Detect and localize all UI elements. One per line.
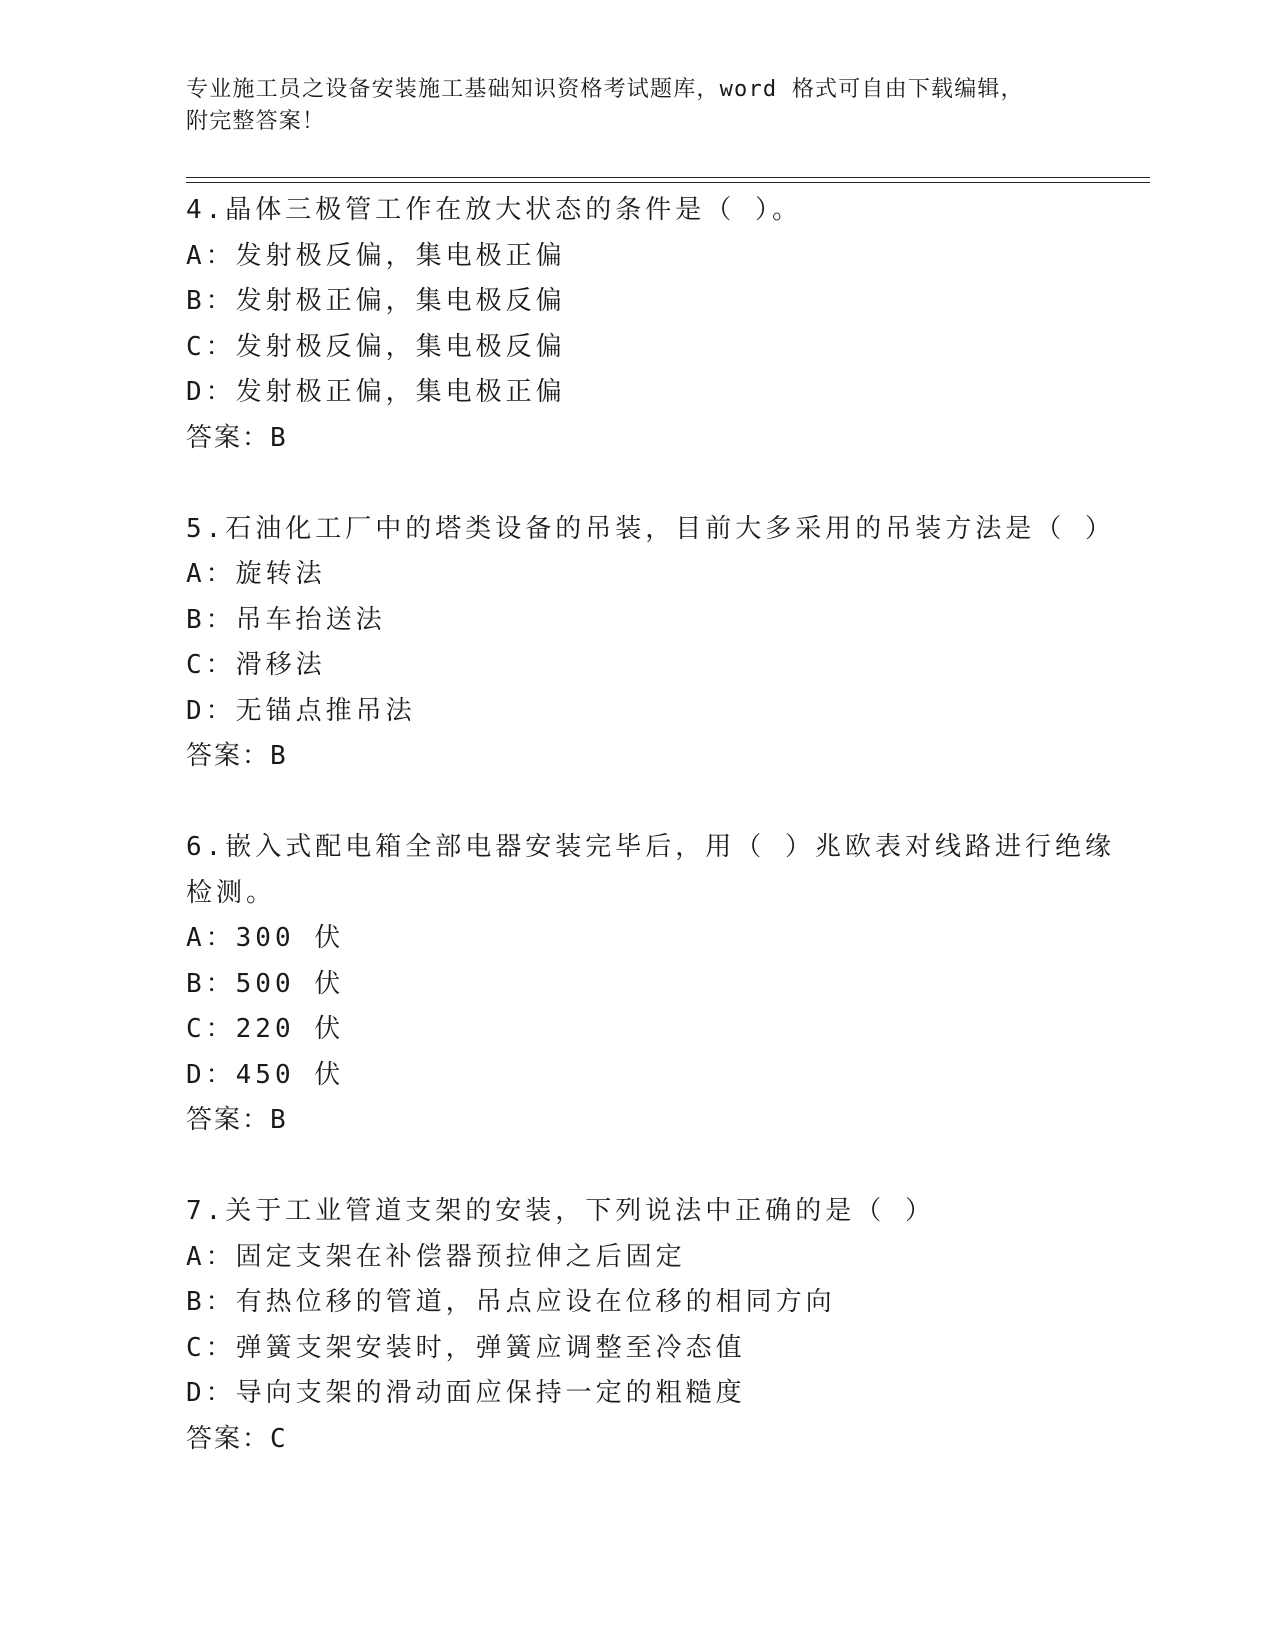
question-item xyxy=(186,188,1086,461)
option-c: C：发射极反偏，集电极反偏 xyxy=(186,331,566,362)
spacer xyxy=(186,1144,1086,1190)
option-d: D：无锚点推吊法 xyxy=(186,695,416,726)
answer-value: B xyxy=(270,422,288,453)
question-stem: 6.嵌入式配电箱全部电器安装完毕后，用（ ）兆欧表对线路进行绝缘 xyxy=(186,832,1115,862)
answer-line xyxy=(186,416,1086,462)
document-header xyxy=(186,74,1086,138)
option-d: D：发射极正偏，集电极正偏 xyxy=(186,377,566,407)
question-stem: 7.关于工业管道支架的安装，下列说法中正确的是（ ） xyxy=(186,1196,935,1226)
answer-label: 答案： xyxy=(186,1423,271,1454)
question-stem: 4.晶体三极管工作在放大状态的条件是（ ）。 xyxy=(186,195,802,225)
question-stem-continued: 检测。 xyxy=(186,877,277,908)
question-item xyxy=(186,1189,1086,1462)
question-stem: 5.石油化工厂中的塔类设备的吊装，目前大多采用的吊装方法是（ ） xyxy=(186,513,1115,544)
option-c: C：滑移法 xyxy=(186,650,326,680)
answer-line xyxy=(186,1098,1086,1144)
question-item xyxy=(186,507,1115,780)
answer-value: B xyxy=(270,1105,288,1135)
option-b: B：500 伏 xyxy=(186,968,345,999)
header-divider-top xyxy=(186,177,1150,178)
answer-label: 答案： xyxy=(186,1105,271,1135)
answer-label: 答案： xyxy=(186,741,271,771)
answer-label: 答案： xyxy=(186,422,271,453)
header-line-1: 专业施工员之设备安装施工基础知识资格考试题库，word 格式可自由下载编辑， xyxy=(186,77,1024,102)
option-b: B：发射极正偏，集电极反偏 xyxy=(186,286,566,316)
answer-value: B xyxy=(270,741,288,771)
option-a: A：300 伏 xyxy=(186,923,345,953)
option-d: D：450 伏 xyxy=(186,1059,345,1090)
question-item xyxy=(186,825,1115,1144)
option-a: A：固定支架在补偿器预拉伸之后固定 xyxy=(186,1241,686,1272)
header-line-2: 附完整答案！ xyxy=(186,109,326,134)
spacer xyxy=(186,461,1086,507)
option-c: C：220 伏 xyxy=(186,1014,345,1044)
option-a: A：发射极反偏，集电极正偏 xyxy=(186,240,566,271)
spacer xyxy=(186,780,1086,826)
option-b: B：有热位移的管道，吊点应设在位移的相同方向 xyxy=(186,1287,836,1317)
option-b: B：吊车抬送法 xyxy=(186,604,386,635)
question-list xyxy=(186,188,1115,1462)
answer-line xyxy=(186,1417,1086,1463)
option-c: C：弹簧支架安装时，弹簧应调整至冷态值 xyxy=(186,1332,746,1363)
answer-value: C xyxy=(270,1423,288,1454)
option-d: D：导向支架的滑动面应保持一定的粗糙度 xyxy=(186,1378,746,1408)
answer-line xyxy=(186,734,1086,780)
header-divider-bottom xyxy=(186,182,1150,183)
option-a: A：旋转法 xyxy=(186,559,326,589)
